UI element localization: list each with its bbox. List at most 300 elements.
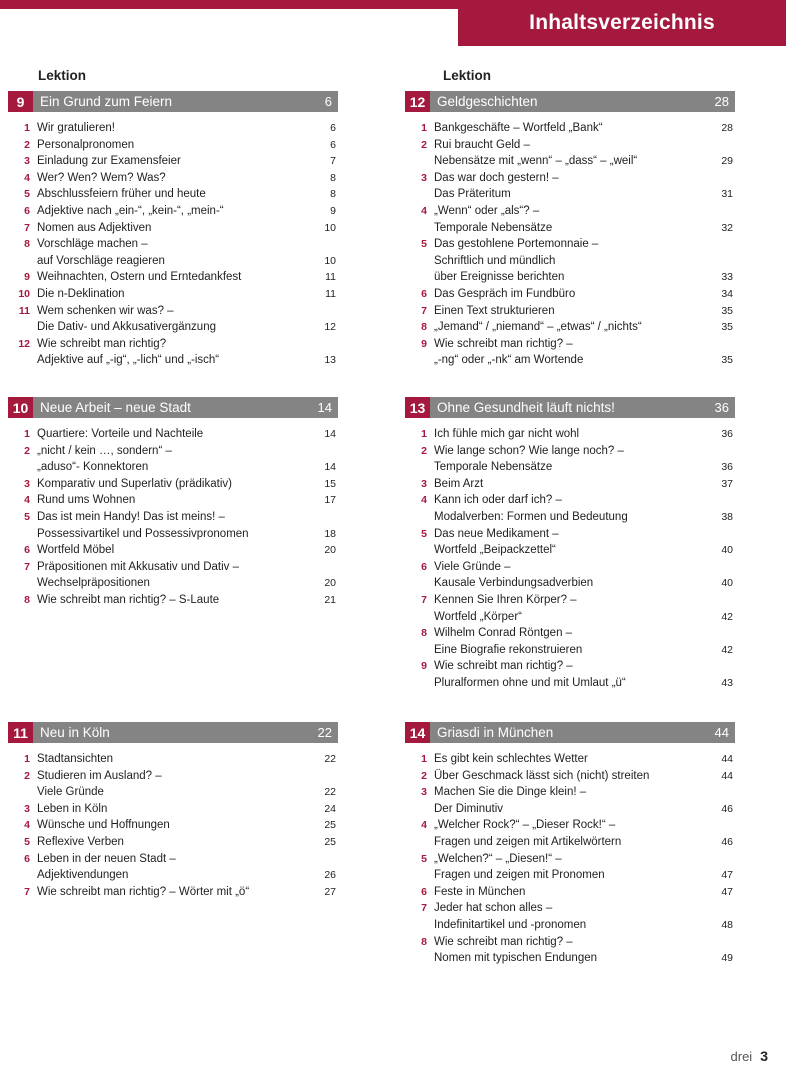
entry-title: Reflexive Verben xyxy=(37,835,124,848)
entry-title: Weihnachten, Ostern und Erntedankfest xyxy=(37,271,242,284)
entry-number: 7 xyxy=(24,885,30,898)
entry-page-number: 42 xyxy=(721,643,733,656)
entry-number: 8 xyxy=(421,321,427,334)
toc-entry[interactable] xyxy=(405,153,735,170)
entry-title: Vorschläge machen – xyxy=(37,238,148,251)
entry-title: Schriftlich und mündlich xyxy=(434,254,556,267)
entry-page-number: 8 xyxy=(330,171,336,184)
entry-title: Quartiere: Vorteile und Nachteile xyxy=(37,428,204,440)
entry-number: 4 xyxy=(24,819,30,832)
entry-title: Wem schenken wir was? – xyxy=(37,304,174,317)
lesson-entry-list xyxy=(405,743,735,967)
lesson-entry-list xyxy=(8,418,338,609)
entry-page-number: 31 xyxy=(721,188,733,201)
entry-page-number: 35 xyxy=(721,321,733,334)
entry-number: 7 xyxy=(24,221,30,234)
entry-title: Wilhelm Conrad Röntgen – xyxy=(434,627,573,640)
toc-entry[interactable] xyxy=(8,236,338,253)
lesson-block xyxy=(8,91,338,369)
entry-title: Beim Arzt xyxy=(434,477,484,490)
entry-title: Leben in Köln xyxy=(37,802,108,815)
toc-entry[interactable] xyxy=(8,443,338,460)
entry-page-number: 47 xyxy=(721,885,733,898)
entry-title: Jeder hat schon alles – xyxy=(434,902,553,915)
entry-title: Das Gespräch im Fundbüro xyxy=(434,287,576,300)
toc-entry[interactable] xyxy=(8,120,338,137)
entry-page-number: 46 xyxy=(721,835,733,848)
entry-title: Adjektive auf „-ig“, „-lich“ und „-isch“ xyxy=(37,354,220,367)
toc-entry[interactable] xyxy=(8,509,338,526)
entry-number: 10 xyxy=(18,287,30,300)
entry-title: Temporale Nebensätze xyxy=(434,461,553,474)
entry-page-number: 29 xyxy=(721,155,733,168)
toc-entry[interactable] xyxy=(405,170,735,187)
lesson-entry-list xyxy=(8,743,338,900)
entry-title: Pluralformen ohne und mit Umlaut „ü“ xyxy=(434,676,626,689)
toc-entry[interactable] xyxy=(405,950,735,967)
entry-page-number: 44 xyxy=(721,769,733,782)
toc-entry[interactable] xyxy=(405,526,735,543)
toc-entry[interactable] xyxy=(405,751,735,768)
toc-entry[interactable] xyxy=(8,884,338,901)
entry-page-number: 8 xyxy=(330,188,336,201)
entry-title: Bankgeschäfte – Wortfeld „Bank“ xyxy=(434,122,603,134)
entry-page-number: 17 xyxy=(324,494,336,507)
entry-title: Rund ums Wohnen xyxy=(37,494,136,507)
toc-entry[interactable] xyxy=(8,492,338,509)
toc-entry[interactable] xyxy=(8,186,338,203)
toc-entry[interactable] xyxy=(405,253,735,270)
entry-page-number: 13 xyxy=(324,354,336,367)
lesson-page-number: 28 xyxy=(714,94,729,109)
toc-entry[interactable] xyxy=(405,625,735,642)
entry-page-number: 18 xyxy=(324,527,336,540)
entry-page-number: 25 xyxy=(324,819,336,832)
toc-entry[interactable] xyxy=(8,426,338,443)
entry-page-number: 36 xyxy=(721,428,733,440)
lesson-number: 9 xyxy=(8,91,33,112)
entry-number: 2 xyxy=(421,138,427,151)
entry-title: Studieren im Ausland? – xyxy=(37,769,162,782)
entry-number: 5 xyxy=(421,527,427,540)
entry-title: Adjektive nach „ein-“, „kein-“, „mein-“ xyxy=(37,204,224,217)
entry-number: 6 xyxy=(24,204,30,217)
lesson-number: 13 xyxy=(405,397,430,418)
entry-title: Wie schreibt man richtig? – xyxy=(434,337,573,350)
entry-number: 4 xyxy=(421,204,427,217)
entry-page-number: 47 xyxy=(721,869,733,882)
entry-page-number: 22 xyxy=(324,786,336,799)
entry-title: Einen Text strukturieren xyxy=(434,304,555,317)
left-column-label: Lektion xyxy=(38,68,87,83)
toc-entry[interactable] xyxy=(405,900,735,917)
entry-number: 3 xyxy=(421,786,427,799)
entry-title: Kennen Sie Ihren Körper? – xyxy=(434,593,577,606)
entry-title: Wie schreibt man richtig? xyxy=(37,337,167,350)
top-accent-rule xyxy=(0,0,458,9)
toc-entry[interactable] xyxy=(8,336,338,353)
page-number-word: drei xyxy=(730,1049,753,1064)
entry-number: 1 xyxy=(421,753,427,765)
entry-number: 7 xyxy=(421,902,427,915)
entry-title: „aduso“- Konnektoren xyxy=(37,461,149,474)
entry-title: Das gestohlene Portemonnaie – xyxy=(434,238,599,251)
entry-number: 6 xyxy=(24,852,30,865)
lesson-header[interactable] xyxy=(405,722,735,743)
entry-number: 9 xyxy=(421,337,427,350)
entry-page-number: 21 xyxy=(324,593,336,606)
toc-entry[interactable] xyxy=(8,817,338,834)
toc-entry[interactable] xyxy=(8,559,338,576)
toc-entry[interactable] xyxy=(405,559,735,576)
toc-entry[interactable] xyxy=(405,542,735,559)
entry-title: Das war doch gestern! – xyxy=(434,171,559,184)
lesson-block xyxy=(405,91,735,369)
entry-title: Fragen und zeigen mit Artikelwörtern xyxy=(434,835,622,848)
toc-entry[interactable] xyxy=(8,286,338,303)
entry-title: „Jemand“ / „niemand“ – „etwas“ / „nichts“ xyxy=(434,321,642,334)
entry-title: Wie schreibt man richtig? – S-Laute xyxy=(37,593,220,606)
lesson-header[interactable] xyxy=(8,91,338,112)
lesson-entry-list xyxy=(405,112,735,369)
entry-number: 3 xyxy=(24,477,30,490)
entry-page-number: 10 xyxy=(324,254,336,267)
toc-entry[interactable] xyxy=(405,592,735,609)
entry-title: Eine Biografie rekonstruieren xyxy=(434,643,583,656)
entry-number: 5 xyxy=(24,510,30,523)
entry-number: 8 xyxy=(24,238,30,251)
entry-title: Wechselpräpositionen xyxy=(37,577,150,590)
entry-number: 2 xyxy=(24,138,30,151)
entry-title: Wortfeld „Beipackzettel“ xyxy=(434,544,556,557)
entry-number: 7 xyxy=(24,560,30,573)
entry-page-number: 40 xyxy=(721,544,733,557)
entry-number: 6 xyxy=(24,544,30,557)
toc-entry[interactable] xyxy=(8,542,338,559)
entry-title: Personalpronomen xyxy=(37,138,135,151)
entry-title: Indefinitartikel und -pronomen xyxy=(434,918,587,931)
toc-entry[interactable] xyxy=(405,492,735,509)
entry-number: 7 xyxy=(421,593,427,606)
entry-number: 5 xyxy=(421,852,427,865)
entry-number: 6 xyxy=(421,885,427,898)
entry-number: 6 xyxy=(421,287,427,300)
toc-entry[interactable] xyxy=(8,784,338,801)
toc-entry[interactable] xyxy=(405,336,735,353)
entry-page-number: 11 xyxy=(325,271,336,284)
entry-number: 2 xyxy=(24,444,30,457)
entry-title: Nebensätze mit „wenn“ – „dass“ – „weil“ xyxy=(434,155,638,168)
toc-entry[interactable] xyxy=(405,186,735,203)
entry-title: Wie lange schon? Wie lange noch? – xyxy=(434,444,624,457)
entry-title: Wie schreibt man richtig? – xyxy=(434,935,573,948)
entry-page-number: 14 xyxy=(324,428,336,440)
lesson-title: Neue Arbeit – neue Stadt xyxy=(40,400,191,415)
toc-entry[interactable] xyxy=(405,768,735,785)
lesson-page-number: 6 xyxy=(324,94,332,109)
entry-title: Wie schreibt man richtig? – Wörter mit „ö“ xyxy=(37,885,250,898)
entry-number: 1 xyxy=(24,753,30,765)
lesson-header[interactable] xyxy=(405,397,735,418)
entry-number: 2 xyxy=(24,769,30,782)
toc-entry[interactable] xyxy=(405,459,735,476)
right-column-label: Lektion xyxy=(443,68,492,83)
toc-entry[interactable] xyxy=(8,319,338,336)
entry-title: Nomen mit typischen Endungen xyxy=(434,952,598,965)
entry-page-number: 35 xyxy=(721,304,733,317)
entry-title: Die Dativ- und Akkusativergänzung xyxy=(37,321,216,334)
entry-title: Die n-Deklination xyxy=(37,287,125,300)
entry-title: Komparativ und Superlativ (prädikativ) xyxy=(37,477,232,490)
lesson-page-number: 14 xyxy=(317,400,332,415)
entry-title: Adjektivendungen xyxy=(37,869,129,882)
toc-entry[interactable] xyxy=(405,642,735,659)
entry-page-number: 44 xyxy=(721,753,733,765)
entry-title: Wir gratulieren! xyxy=(37,122,115,134)
toc-entry[interactable] xyxy=(405,658,735,675)
entry-title: Einladung zur Examensfeier xyxy=(37,155,181,168)
entry-page-number: 6 xyxy=(330,138,336,151)
toc-entry[interactable] xyxy=(405,834,735,851)
toc-entry[interactable] xyxy=(8,459,338,476)
entry-title: Viele Gründe – xyxy=(434,560,511,573)
toc-entry[interactable] xyxy=(405,817,735,834)
lesson-header[interactable] xyxy=(8,722,338,743)
lesson-page-number: 44 xyxy=(714,725,729,740)
entry-title: Wer? Wen? Wem? Was? xyxy=(37,171,166,184)
entry-number: 4 xyxy=(421,494,427,507)
entry-title: „Welcher Rock?“ – „Dieser Rock!“ – xyxy=(434,819,616,832)
toc-entry[interactable] xyxy=(405,801,735,818)
toc-entry[interactable] xyxy=(405,675,735,692)
toc-entry[interactable] xyxy=(405,269,735,286)
entry-number: 3 xyxy=(421,477,427,490)
toc-entry[interactable] xyxy=(405,286,735,303)
entry-page-number: 49 xyxy=(721,952,733,965)
toc-entry[interactable] xyxy=(405,137,735,154)
lesson-block xyxy=(8,722,338,900)
entry-title: Temporale Nebensätze xyxy=(434,221,553,234)
entry-number: 5 xyxy=(421,238,427,251)
lesson-title: Geldgeschichten xyxy=(437,94,538,109)
toc-entry[interactable] xyxy=(8,592,338,609)
entry-title: Fragen und zeigen mit Pronomen xyxy=(434,869,605,882)
entry-number: 4 xyxy=(24,494,30,507)
toc-entry[interactable] xyxy=(405,917,735,934)
entry-title: Das Präteritum xyxy=(434,188,511,201)
entry-title: auf Vorschläge reagieren xyxy=(37,254,165,267)
entry-page-number: 46 xyxy=(721,802,733,815)
entry-number: 12 xyxy=(18,337,30,350)
toc-entry[interactable] xyxy=(405,303,735,320)
lesson-entry-list xyxy=(8,112,338,369)
entry-number: 3 xyxy=(421,171,427,184)
entry-number: 9 xyxy=(24,271,30,284)
entry-page-number: 28 xyxy=(721,122,733,134)
entry-page-number: 34 xyxy=(721,287,733,300)
entry-title: Das ist mein Handy! Das ist meins! – xyxy=(37,510,225,523)
lesson-title: Ein Grund zum Feiern xyxy=(40,94,173,109)
entry-title: Es gibt kein schlechtes Wetter xyxy=(434,753,588,765)
entry-title: Viele Gründe xyxy=(37,786,104,799)
entry-title: Abschlussfeiern früher und heute xyxy=(37,188,206,201)
entry-page-number: 12 xyxy=(324,321,336,334)
toc-entry[interactable] xyxy=(405,426,735,443)
toc-entry[interactable] xyxy=(405,851,735,868)
entry-title: Das neue Medikament – xyxy=(434,527,559,540)
lesson-page-number: 22 xyxy=(317,725,332,740)
toc-entry[interactable] xyxy=(8,851,338,868)
entry-title: Wie schreibt man richtig? – xyxy=(434,660,573,673)
page-number: 3 xyxy=(760,1048,768,1064)
toc-entry[interactable] xyxy=(405,609,735,626)
entry-title: Nomen aus Adjektiven xyxy=(37,221,152,234)
toc-entry[interactable] xyxy=(8,867,338,884)
entry-page-number: 15 xyxy=(324,477,336,490)
page-footer xyxy=(731,1048,768,1066)
entry-page-number: 27 xyxy=(324,885,336,898)
entry-title: über Ereignisse berichten xyxy=(434,271,565,284)
entry-page-number: 20 xyxy=(324,577,336,590)
entry-page-number: 36 xyxy=(721,461,733,474)
entry-page-number: 9 xyxy=(330,204,336,217)
toc-entry[interactable] xyxy=(8,801,338,818)
toc-entry[interactable] xyxy=(405,934,735,951)
entry-title: Kann ich oder darf ich? – xyxy=(434,494,562,507)
lesson-page-number: 36 xyxy=(714,400,729,415)
toc-entry[interactable] xyxy=(8,751,338,768)
entry-title: Rui braucht Geld – xyxy=(434,138,530,151)
lesson-title: Ohne Gesundheit läuft nichts! xyxy=(437,400,615,415)
entry-page-number: 24 xyxy=(324,802,336,815)
lesson-title: Griasdi in München xyxy=(437,725,554,740)
entry-number: 11 xyxy=(18,304,30,317)
entry-title: „-ng“ oder „-nk“ am Wortende xyxy=(434,354,584,367)
entry-page-number: 38 xyxy=(721,510,733,523)
toc-entry[interactable] xyxy=(405,352,735,369)
toc-entry[interactable] xyxy=(405,203,735,220)
toc-entry[interactable] xyxy=(8,526,338,543)
entry-page-number: 11 xyxy=(325,287,336,300)
lesson-header[interactable] xyxy=(405,91,735,112)
entry-title: Possessivartikel und Possessivpronomen xyxy=(37,527,249,540)
entry-page-number: 10 xyxy=(324,221,336,234)
entry-title: Wünsche und Hoffnungen xyxy=(37,819,170,832)
entry-title: Präpositionen mit Akkusativ und Dativ – xyxy=(37,560,239,573)
entry-number: 3 xyxy=(24,802,30,815)
toc-entry[interactable] xyxy=(405,784,735,801)
entry-page-number: 7 xyxy=(330,155,336,168)
lesson-block xyxy=(405,397,735,692)
toc-entry[interactable] xyxy=(8,303,338,320)
lesson-number: 12 xyxy=(405,91,430,112)
toc-entry[interactable] xyxy=(405,476,735,493)
toc-entry[interactable] xyxy=(8,170,338,187)
entry-title: Modalverben: Formen und Bedeutung xyxy=(434,510,628,523)
entry-number: 1 xyxy=(421,122,427,134)
entry-page-number: 40 xyxy=(721,577,733,590)
entry-number: 8 xyxy=(421,627,427,640)
entry-number: 2 xyxy=(421,444,427,457)
toc-entry[interactable] xyxy=(8,575,338,592)
lesson-block xyxy=(405,722,735,967)
lesson-number: 11 xyxy=(8,722,33,743)
entry-page-number: 37 xyxy=(721,477,733,490)
toc-entry[interactable] xyxy=(405,319,735,336)
entry-page-number: 20 xyxy=(324,544,336,557)
toc-entry[interactable] xyxy=(405,884,735,901)
toc-entry[interactable] xyxy=(8,352,338,369)
entry-number: 4 xyxy=(421,819,427,832)
entry-number: 5 xyxy=(24,835,30,848)
entry-title: Wortfeld „Körper“ xyxy=(434,610,522,623)
entry-page-number: 14 xyxy=(324,461,336,474)
toc-entry[interactable] xyxy=(405,575,735,592)
entry-page-number: 33 xyxy=(721,271,733,284)
entry-number: 9 xyxy=(421,660,427,673)
entry-number: 1 xyxy=(24,122,30,134)
lesson-header[interactable] xyxy=(8,397,338,418)
entry-page-number: 35 xyxy=(721,354,733,367)
toc-entry[interactable] xyxy=(405,120,735,137)
entry-title: „Wenn“ oder „als“? – xyxy=(434,204,540,217)
toc-entry[interactable] xyxy=(405,443,735,460)
page-title: Inhaltsverzeichnis xyxy=(458,0,786,46)
entry-page-number: 43 xyxy=(721,676,733,689)
toc-entry[interactable] xyxy=(405,867,735,884)
toc-entry[interactable] xyxy=(8,203,338,220)
toc-entry[interactable] xyxy=(405,220,735,237)
entry-number: 6 xyxy=(421,560,427,573)
entry-title: Kausale Verbindungsadverbien xyxy=(434,577,594,590)
entry-title: Der Diminutiv xyxy=(434,802,504,815)
entry-number: 3 xyxy=(24,155,30,168)
entry-title: Leben in der neuen Stadt – xyxy=(37,852,176,865)
lesson-entry-list xyxy=(405,418,735,692)
entry-number: 7 xyxy=(421,304,427,317)
toc-entry[interactable] xyxy=(8,253,338,270)
toc-entry[interactable] xyxy=(405,509,735,526)
toc-entry[interactable] xyxy=(8,153,338,170)
entry-number: 1 xyxy=(24,428,30,440)
entry-title: Stadtansichten xyxy=(37,753,114,765)
toc-entry[interactable] xyxy=(405,236,735,253)
entry-number: 8 xyxy=(421,935,427,948)
toc-entry[interactable] xyxy=(8,476,338,493)
entry-page-number: 6 xyxy=(330,122,336,134)
toc-entry[interactable] xyxy=(8,834,338,851)
entry-number: 1 xyxy=(421,428,427,440)
entry-number: 2 xyxy=(421,769,427,782)
entry-title: Feste in München xyxy=(434,885,526,898)
entry-number: 5 xyxy=(24,188,30,201)
lesson-block xyxy=(8,397,338,609)
lesson-number: 10 xyxy=(8,397,33,418)
entry-title: „Welchen?“ – „Diesen!“ – xyxy=(434,852,562,865)
entry-page-number: 22 xyxy=(324,753,336,765)
lesson-number: 14 xyxy=(405,722,430,743)
entry-page-number: 48 xyxy=(721,918,733,931)
toc-entry[interactable] xyxy=(8,269,338,286)
toc-entry[interactable] xyxy=(8,220,338,237)
entry-page-number: 32 xyxy=(721,221,733,234)
toc-entry[interactable] xyxy=(8,768,338,785)
entry-number: 4 xyxy=(24,171,30,184)
entry-title: Machen Sie die Dinge klein! – xyxy=(434,786,587,799)
entry-title: Wortfeld Möbel xyxy=(37,544,115,557)
toc-entry[interactable] xyxy=(8,137,338,154)
entry-page-number: 42 xyxy=(721,610,733,623)
